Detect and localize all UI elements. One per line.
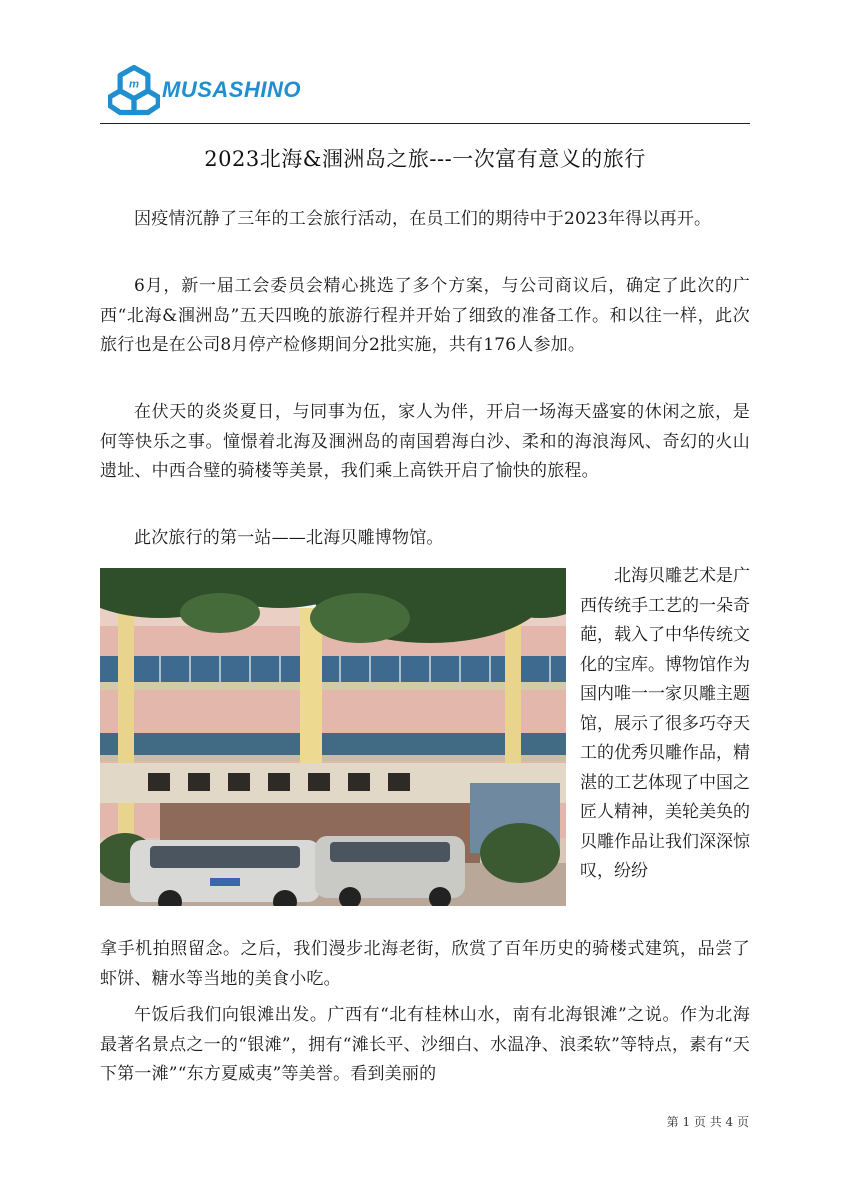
paragraph-3: 在伏天的炎炎夏日，与同事为伍，家人为伴，开启一场海天盛宴的休闲之旅，是何等快乐之事。憧憬着北海及涠洲岛的南国碧海白沙、柔和的海浪海风、奇幻的火山遗址、中西合璧的骑楼等美景，我们乘上高铁开启了愉快的旅程。 [100, 402, 750, 481]
paragraph-2: 6月，新一届工会委员会精心挑选了多个方案，与公司商议后，确定了此次的广西“北海&涠洲岛”五天四晚的旅游行程并开始了细致的准备工作。和以往一样，此次旅行也是在公司8月停产检修期间分2批实施，共有176人参加。 [100, 276, 750, 355]
paragraph-6: 午饭后我们向银滩出发。广西有“北有桂林山水，南有北海银滩”之说。作为北海最著名景点之一的“银滩”，拥有“滩长平、沙细白、水温净、浪柔软”等特点，素有“天下第一滩”“东方夏威夷”等美誉。看到美丽的 [100, 1005, 750, 1084]
svg-text:m: m [128, 78, 140, 91]
page-header [100, 62, 750, 124]
paragraph-1: 因疫情沉静了三年的工会旅行活动，在员工们的期待中于2023年得以再开。 [134, 209, 712, 229]
page-number: 第 1 页 共 4 页 [666, 1115, 749, 1129]
document-title: 2023北海&涠洲岛之旅---一次富有意义的旅行 [204, 147, 646, 171]
header-divider [100, 123, 750, 124]
museum-photo [100, 568, 566, 906]
side-paragraph: 北海贝雕艺术是广西传统手工艺的一朵奇葩，载入了中华传统文化的宝库。博物馆作为国内唯一一家贝雕主题馆，展示了很多巧夺天工的优秀贝雕作品，精湛的工艺体现了中国之匠人精神，美轮美奂的贝雕作品让我们深深惊叹，纷纷 [580, 566, 750, 881]
logo-text: MUSASHINO [162, 77, 301, 102]
paragraph-5-continued: 拿手机拍照留念。之后，我们漫步北海老街，欣赏了百年历史的骑楼式建筑，品尝了虾饼、糖水等当地的美食小吃。 [100, 939, 750, 989]
company-logo [108, 64, 301, 116]
musashino-hexagon-logo-icon [108, 64, 160, 116]
paragraph-4: 此次旅行的第一站——北海贝雕博物馆。 [134, 528, 444, 548]
